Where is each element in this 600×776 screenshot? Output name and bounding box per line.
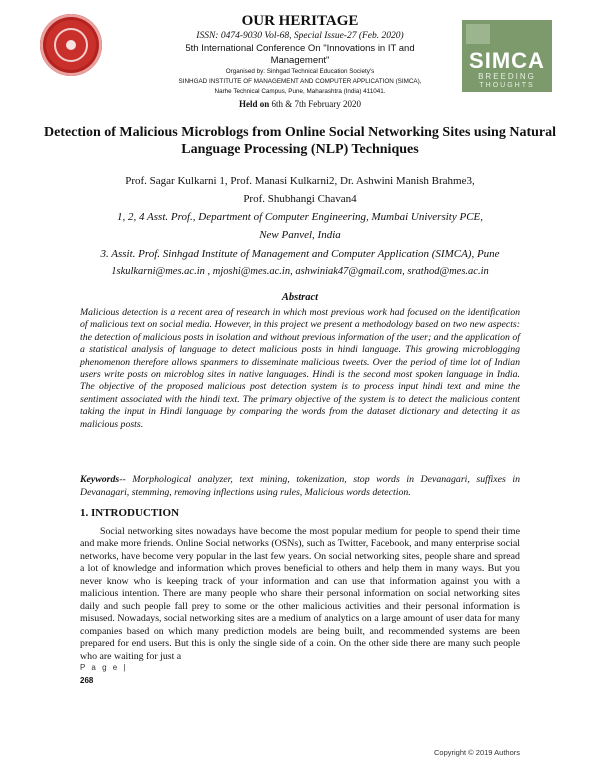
held-on-date: 6th & 7th February 2020 [271, 99, 361, 109]
institute-name: SINHGAD INSTITUTE OF MANAGEMENT AND COMPUTER APPLICATION (SIMCA), [178, 78, 422, 85]
journal-title: OUR HERITAGE [241, 13, 359, 29]
conference-name-line1: 5th International Conference On "Innovations in IT and [185, 43, 415, 54]
authors-line1: Prof. Sagar Kulkarni 1, Prof. Manasi Kulkarni2, Dr. Ashwini Manish Brahme3, [125, 175, 475, 187]
logo-tagline-2: THOUGHTS [479, 82, 535, 89]
page-number: 268 [80, 676, 94, 685]
logo-name: SIMCA [469, 48, 545, 73]
affiliation-2: New Panvel, India [259, 229, 341, 241]
author-emails: 1skulkarni@mes.ac.in , mjoshi@mes.ac.in, ashwiniak47@gmail.com, srathod@mes.ac.in [111, 266, 489, 277]
logo-block [466, 24, 490, 44]
keywords [80, 474, 520, 499]
keywords-label: Keywords [80, 474, 120, 485]
held-on-label: Held on [238, 99, 270, 109]
journal-issn: ISSN: 0474-9030 Vol-68, Special Issue-27 (Feb. 2020) [196, 31, 404, 41]
paper-title: Detection of Malicious Microblogs from Online Social Networking Sites using Natural Language Processing (NLP) Techniques [43, 125, 556, 157]
abstract-body: Malicious detection is a recent area of research in which most previous work had focused on the identification of malicious text on social media. However, in this project we present a methodology based on two new aspects: the detection of malicious posts in isolation and without previous information of the user; and the application of a statistical analysis of language to detect malicious posts in hindi language. This growing microblogging phenomenon therefore allows spanmers to disseminate malicious tweets. Over the period of time lot of Indian users write posts on microblog sites in native languages. Hindi is the second most spoken language in India. The objective of the proposed malicious post detection system is to process input hindi text and mine the sentiment associated with the hindi text. The primary objective of the system is to detect the malicious content taking the input in Hindi language by comparing the words from the dataset dictionary and detecting it as malicious posts. [80, 307, 520, 430]
copyright-notice: Copyright © 2019 Authors [434, 748, 520, 757]
held-on [150, 99, 450, 109]
affiliation-1: 1, 2, 4 Asst. Prof., Department of Computer Engineering, Mumbai University PCE, [116, 211, 484, 223]
authors-line2: Prof. Shubhangi Chavan4 [243, 193, 357, 205]
introduction-body: Social networking sites nowadays have become the most popular medium for people to spend their time and make more friends. Online Social networks (OSNs), such as Twitter, Facebook, and many enterprise social networks, have become very popular in the last few years. On social networking sites, people share and spread a lot of knowledge and information which proves beneficial to others and help them in many ways. But you never know who is keeping track of your information and can use that information against you with a malicious intention. There are many people who share their personal information on social networking sites daily and such people fall prey to some or the other malicious activities and their personal information is misused. Nowadays, social networking sites are a medium of analytics on a large amount of user data for many companies based on which many prediction models are being built, and recommended systems are been prepared for end users. But this is only the single side of a coin. On the other side there are many such people who are waiting for just a [80, 526, 520, 662]
keywords-text: -- Morphological analyzer, text mining, tokenization, stop words in Devanagari, suffixes in Devanagari, stemming, removing inflections using rules, Malicious words detection. [80, 474, 520, 498]
page-label: P a g e | [80, 663, 128, 672]
campus-address: Narhe Technical Campus, Pune, Maharashtra (India) 411041. [214, 88, 386, 95]
affiliation-3: 3. Assit. Prof. Sinhgad Institute of Management and Computer Application (SIMCA), Pune [100, 248, 500, 260]
seal-center [66, 40, 76, 50]
logo-tagline-1: BREEDING [478, 72, 536, 81]
section-heading-introduction: 1. INTRODUCTION [80, 507, 180, 519]
abstract-heading: Abstract [281, 292, 319, 303]
organised-by: Organised by: Sinhgad Technical Education Society's [225, 68, 375, 75]
conference-name-line2: Management" [270, 55, 330, 66]
simca-logo [462, 20, 552, 92]
conference-seal-logo [40, 14, 102, 76]
